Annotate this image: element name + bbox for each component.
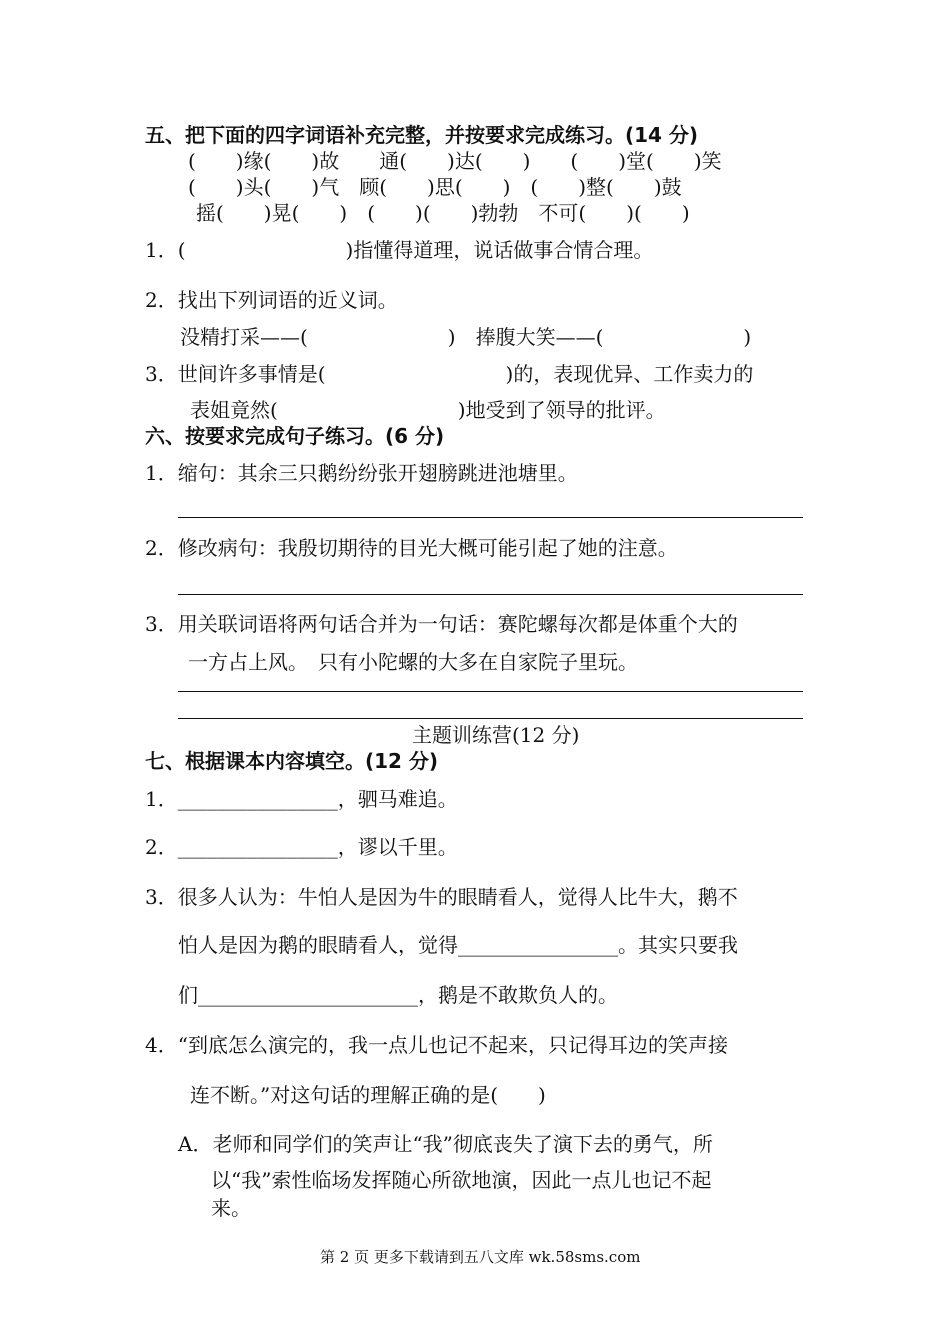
theme-title: 主题训练营(12 分) [412,723,580,747]
s6-question-2: 2．修改病句：我殷切期待的目光大概可能引起了她的注意。 [145,536,678,560]
s7-question-3-line-2: 怕人是因为鹅的眼睛看人，觉得________________。其实只要我 [178,933,738,957]
option-a-line-2: 以“我”索性临场发挥随心所欲地演，因此一点儿也记不起 [211,1168,712,1192]
s5-question-2-line: 没精打采——( ) 捧腹大笑——( ) [180,325,752,349]
answer-line [178,691,803,692]
s5-question-1: 1．( )指懂得道理，说话做事合情合理。 [145,238,654,262]
s6-question-1: 1．缩句：其余三只鹅纷纷张开翅膀跳进池塘里。 [145,461,578,485]
section7-heading: 七、根据课本内容填空。(12 分) [145,749,439,773]
idiom-row-2: ( )头( )气 顾( )思( ) ( )整( )鼓 [188,175,682,199]
s6-question-3-line-1: 3．用关联词语将两句话合并为一句话：赛陀螺每次都是体重个大的 [145,612,738,636]
s7-question-1: 1．________________，驷马难追。 [145,787,458,811]
s5-question-3-line-1: 3．世间许多事情是( )的，表现优异、工作卖力的 [145,362,754,386]
idiom-row-1: ( )缘( )故 通( )达( ) ( )堂( )笑 [188,149,722,173]
idiom-row-3: 摇( )晃( ) ( )( )勃勃 不可( )( ) [196,201,690,225]
s7-question-4-line-2: 连不断。”对这句话的理解正确的是( ) [190,1083,546,1107]
s7-question-2: 2．________________，谬以千里。 [145,835,458,859]
answer-line [178,594,803,595]
s7-question-3-line-3: 们______________________，鹅是不敢欺负人的。 [178,983,618,1007]
s7-question-3-line-1: 3．很多人认为：牛怕人是因为牛的眼睛看人，觉得人比牛大，鹅不 [145,885,738,909]
s7-question-4-line-1: 4．“到底怎么演完的，我一点儿也记不起来，只记得耳边的笑声接 [145,1033,728,1057]
s6-question-3-line-2: 一方占上风。 只有小陀螺的大多在自家院子里玩。 [188,650,638,674]
option-a-line-1: A．老师和同学们的笑声让“我”彻底丧失了演下去的勇气，所 [178,1132,713,1156]
option-a-line-3: 来。 [211,1196,251,1220]
section5-heading: 五、把下面的四字词语补充完整，并按要求完成练习。(14 分) [145,123,699,147]
answer-line [178,718,803,719]
page-footer: 第 2 页 更多下载请到五八文库 wk.58sms.com [320,1248,641,1266]
s5-question-3-line-2: 表姐竟然( )地受到了领导的批评。 [190,398,666,422]
answer-line [178,517,803,518]
section6-heading: 六、按要求完成句子练习。(6 分) [145,424,445,448]
s5-question-2: 2．找出下列词语的近义词。 [145,288,398,312]
